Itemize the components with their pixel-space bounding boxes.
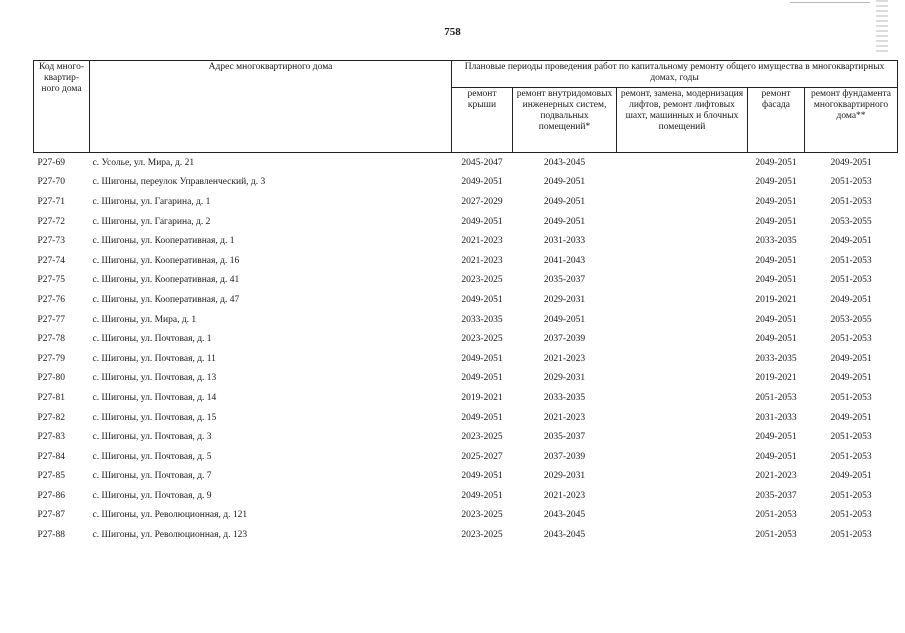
cell-lifts (617, 173, 748, 193)
cell-facade: 2049-2051 (755, 314, 797, 325)
table-body (34, 153, 898, 545)
cell-roof: 2023-2025 (461, 275, 503, 286)
cell-code: Р27-74 (37, 255, 65, 266)
cell-roof: 2021-2023 (461, 255, 503, 266)
cell-lifts (617, 467, 748, 487)
cell-foundation: 2051-2053 (830, 275, 872, 286)
cell-code: Р27-82 (37, 412, 65, 423)
header-facade: ремонт фасада (748, 88, 805, 153)
cell-systems: 2035-2037 (543, 275, 586, 286)
table-row (34, 408, 898, 428)
cell-facade: 2033-2035 (755, 353, 797, 364)
cell-address: с. Шигоны, ул. Почтовая, д. 1 (92, 334, 212, 345)
cell-lifts (617, 525, 748, 545)
cell-roof: 2049-2051 (461, 373, 503, 384)
cell-code: Р27-69 (37, 157, 65, 168)
cell-systems: 2033-2035 (543, 392, 586, 403)
table-header (34, 61, 898, 153)
cell-roof: 2049-2051 (461, 490, 503, 501)
cell-foundation: 2051-2053 (830, 451, 872, 462)
cell-systems: 2049-2051 (543, 314, 586, 325)
cell-code: Р27-79 (37, 353, 65, 364)
scan-edge-line (790, 2, 870, 3)
cell-foundation: 2051-2053 (830, 177, 872, 188)
table-row (34, 467, 898, 487)
cell-address: с. Шигоны, ул. Почтовая, д. 7 (92, 471, 212, 482)
cell-address: с. Шигоны, ул. Революционная, д. 123 (92, 530, 248, 541)
cell-address: с. Шигоны, ул. Почтовая, д. 15 (92, 412, 217, 423)
table-row (34, 329, 898, 349)
cell-foundation: 2051-2053 (830, 530, 872, 541)
cell-code: Р27-80 (37, 373, 65, 384)
cell-roof: 2021-2023 (461, 236, 503, 247)
cell-foundation: 2051-2053 (830, 510, 872, 521)
cell-code: Р27-73 (37, 236, 65, 247)
cell-facade: 2049-2051 (755, 216, 797, 227)
cell-foundation: 2049-2051 (830, 412, 872, 423)
cell-address: с. Шигоны, ул. Почтовая, д. 3 (92, 432, 212, 443)
cell-roof: 2049-2051 (461, 412, 503, 423)
cell-code: Р27-86 (37, 490, 65, 501)
cell-code: Р27-76 (37, 294, 65, 305)
table-row (34, 212, 898, 232)
cell-roof: 2023-2025 (461, 510, 503, 521)
cell-facade: 2049-2051 (755, 334, 797, 345)
cell-address: с. Шигоны, ул. Почтовая, д. 5 (92, 451, 212, 462)
table-row (34, 447, 898, 467)
header-code: Код много-квартир-ного дома (34, 61, 90, 153)
cell-systems: 2029-2031 (543, 373, 586, 384)
cell-code: Р27-83 (37, 432, 65, 443)
cell-systems: 2043-2045 (543, 510, 586, 521)
cell-code: Р27-85 (37, 471, 65, 482)
table-row (34, 251, 898, 271)
cell-lifts (617, 251, 748, 271)
cell-systems: 2049-2051 (543, 216, 586, 227)
header-foundation: ремонт фундамента многоквартирного дома** (805, 88, 898, 153)
cell-facade: 2049-2051 (755, 275, 797, 286)
table-row (34, 388, 898, 408)
cell-foundation: 2049-2051 (830, 236, 872, 247)
cell-address: с. Шигоны, переулок Управленческий, д. 3 (92, 177, 266, 188)
cell-foundation: 2051-2053 (830, 334, 872, 345)
cell-roof: 2019-2021 (461, 392, 503, 403)
cell-facade: 2051-2053 (755, 530, 797, 541)
cell-roof: 2049-2051 (461, 471, 503, 482)
cell-facade: 2035-2037 (755, 490, 797, 501)
table-row (34, 271, 898, 291)
table-row (34, 427, 898, 447)
table-row (34, 231, 898, 251)
cell-systems: 2037-2039 (543, 334, 586, 345)
cell-foundation: 2049-2051 (830, 353, 872, 364)
cell-facade: 2049-2051 (755, 255, 797, 266)
cell-lifts (617, 310, 748, 330)
cell-facade: 2049-2051 (755, 157, 797, 168)
page-number: 758 (444, 26, 461, 38)
cell-foundation: 2053-2055 (830, 314, 872, 325)
cell-facade: 2031-2033 (755, 412, 797, 423)
cell-code: Р27-81 (37, 392, 65, 403)
cell-address: с. Шигоны, ул. Гагарина, д. 1 (92, 196, 211, 207)
cell-facade: 2049-2051 (755, 451, 797, 462)
cell-lifts (617, 290, 748, 310)
cell-roof: 2049-2051 (461, 353, 503, 364)
cell-address: с. Шигоны, ул. Почтовая, д. 9 (92, 490, 212, 501)
cell-facade: 2019-2021 (755, 294, 797, 305)
cell-roof: 2049-2051 (461, 216, 503, 227)
cell-facade: 2051-2053 (755, 510, 797, 521)
cell-lifts (617, 192, 748, 212)
cell-code: Р27-71 (37, 196, 65, 207)
cell-facade: 2049-2051 (755, 196, 797, 207)
cell-code: Р27-75 (37, 275, 65, 286)
cell-systems: 2049-2051 (543, 177, 586, 188)
table-row (34, 192, 898, 212)
cell-systems: 2043-2045 (543, 530, 586, 541)
cell-roof: 2033-2035 (461, 314, 503, 325)
cell-foundation: 2051-2053 (830, 392, 872, 403)
header-lifts: ремонт, замена, модернизация лифтов, ремонт лифтовых шахт, машинных и блочных помещений (617, 88, 748, 153)
table-row (34, 506, 898, 526)
table-row (34, 173, 898, 193)
cell-address: с. Шигоны, ул. Революционная, д. 121 (92, 510, 248, 521)
cell-address: с. Шигоны, ул. Кооперативная, д. 1 (92, 236, 235, 247)
cell-address: с. Шигоны, ул. Кооперативная, д. 47 (92, 294, 240, 305)
repair-schedule-table (33, 60, 898, 545)
cell-roof: 2027-2029 (461, 196, 503, 207)
cell-roof: 2049-2051 (461, 177, 503, 188)
cell-address: с. Шигоны, ул. Кооперативная, д. 16 (92, 255, 240, 266)
cell-code: Р27-78 (37, 334, 65, 345)
cell-systems: 2029-2031 (543, 471, 586, 482)
cell-foundation: 2049-2051 (830, 471, 872, 482)
cell-lifts (617, 388, 748, 408)
header-systems: ремонт внутридомовых инженерных систем, подвальных помещений* (513, 88, 617, 153)
cell-facade: 2033-2035 (755, 236, 797, 247)
table-row (34, 290, 898, 310)
table-row (34, 525, 898, 545)
table-row (34, 153, 898, 173)
cell-systems: 2049-2051 (543, 196, 586, 207)
cell-systems: 2021-2023 (543, 412, 586, 423)
cell-foundation: 2049-2051 (830, 294, 872, 305)
cell-facade: 2021-2023 (755, 471, 797, 482)
cell-systems: 2037-2039 (543, 451, 586, 462)
cell-address: с. Шигоны, ул. Почтовая, д. 14 (92, 392, 217, 403)
table-row (34, 369, 898, 389)
cell-roof: 2025-2027 (461, 451, 503, 462)
cell-facade: 2051-2053 (755, 392, 797, 403)
cell-code: Р27-70 (37, 177, 65, 188)
cell-address: с. Шигоны, ул. Гагарина, д. 2 (92, 216, 211, 227)
header-roof: ремонт крыши (452, 88, 513, 153)
cell-foundation: 2053-2055 (830, 216, 872, 227)
table-row (34, 349, 898, 369)
cell-address: с. Шигоны, ул. Почтовая, д. 13 (92, 373, 217, 384)
table-row (34, 486, 898, 506)
cell-foundation: 2049-2051 (830, 373, 872, 384)
cell-lifts (617, 447, 748, 467)
cell-systems: 2043-2045 (543, 157, 586, 168)
cell-lifts (617, 369, 748, 389)
header-address: Адрес многоквартирного дома (90, 61, 452, 153)
cell-facade: 2019-2021 (755, 373, 797, 384)
cell-lifts (617, 506, 748, 526)
cell-roof: 2023-2025 (461, 334, 503, 345)
cell-lifts (617, 329, 748, 349)
cell-lifts (617, 486, 748, 506)
cell-code: Р27-77 (37, 314, 65, 325)
cell-lifts (617, 408, 748, 428)
cell-systems: 2021-2023 (543, 490, 586, 501)
cell-code: Р27-84 (37, 451, 65, 462)
cell-systems: 2021-2023 (543, 353, 586, 364)
cell-foundation: 2049-2051 (830, 157, 872, 168)
cell-roof: 2045-2047 (461, 157, 503, 168)
cell-lifts (617, 271, 748, 291)
cell-address: с. Шигоны, ул. Мира, д. 1 (92, 314, 197, 325)
cell-systems: 2035-2037 (543, 432, 586, 443)
cell-lifts (617, 231, 748, 251)
cell-facade: 2049-2051 (755, 177, 797, 188)
cell-systems: 2029-2031 (543, 294, 586, 305)
cell-foundation: 2051-2053 (830, 196, 872, 207)
cell-roof: 2023-2025 (461, 530, 503, 541)
cell-roof: 2049-2051 (461, 294, 503, 305)
cell-foundation: 2051-2053 (830, 432, 872, 443)
cell-code: Р27-72 (37, 216, 65, 227)
cell-address: с. Усолье, ул. Мира, д. 21 (92, 157, 195, 168)
table-row (34, 310, 898, 330)
cell-foundation: 2051-2053 (830, 255, 872, 266)
cell-roof: 2023-2025 (461, 432, 503, 443)
cell-lifts (617, 212, 748, 232)
cell-lifts (617, 427, 748, 447)
cell-code: Р27-88 (37, 530, 65, 541)
cell-systems: 2041-2043 (543, 255, 586, 266)
cell-address: с. Шигоны, ул. Почтовая, д. 11 (92, 353, 216, 364)
cell-facade: 2049-2051 (755, 432, 797, 443)
cell-foundation: 2051-2053 (830, 490, 872, 501)
cell-address: с. Шигоны, ул. Кооперативная, д. 41 (92, 275, 240, 286)
cell-lifts (617, 349, 748, 369)
cell-code: Р27-87 (37, 510, 65, 521)
repair-schedule-table-wrap (33, 60, 897, 545)
cell-systems: 2031-2033 (543, 236, 586, 247)
header-periods: Плановые периоды проведения работ по капитальному ремонту общего имущества в многоквартирных домах, годы (452, 61, 898, 88)
cell-lifts (617, 153, 748, 173)
